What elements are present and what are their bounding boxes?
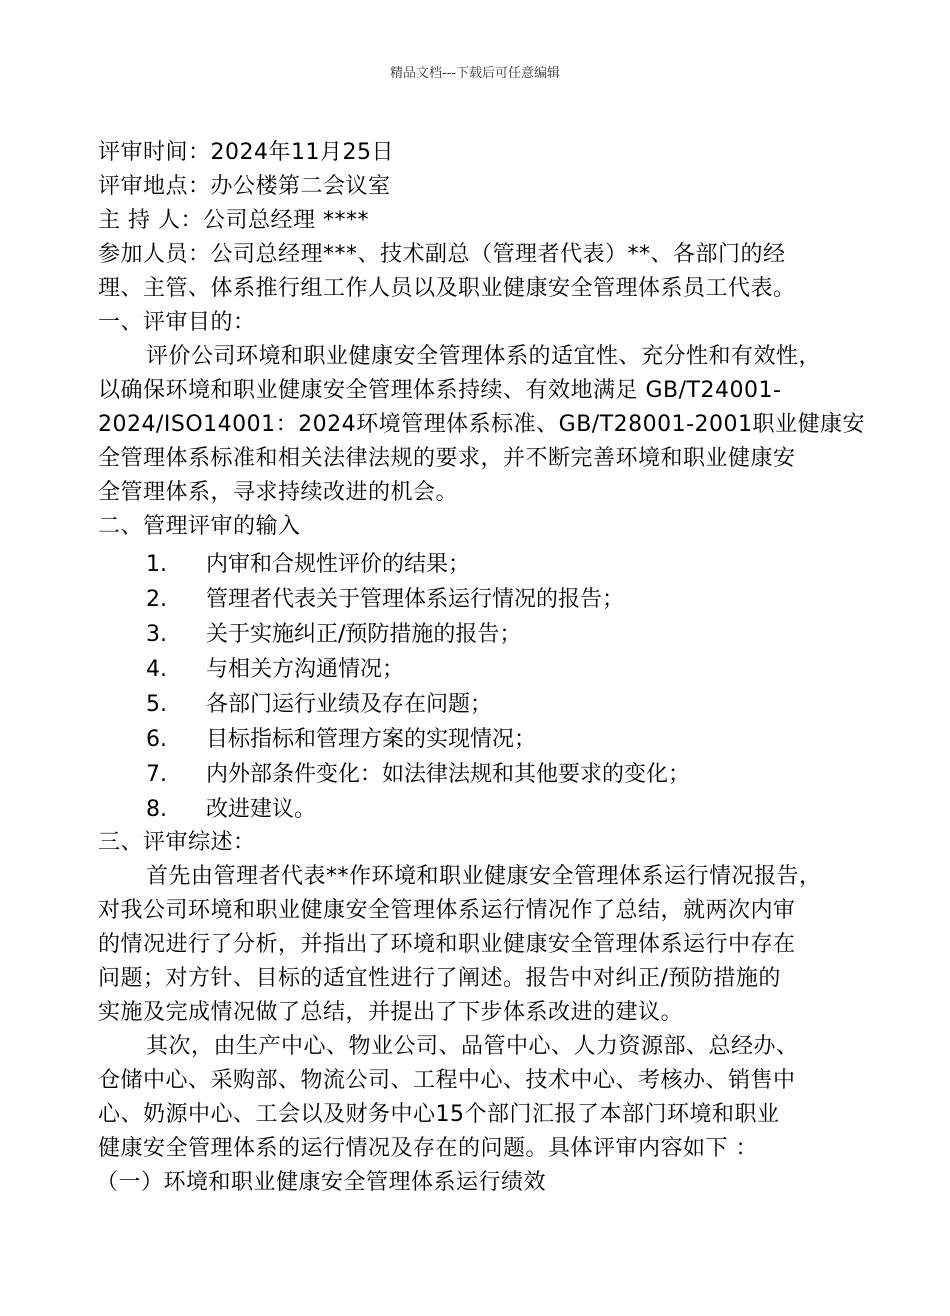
- review-place: 评审地点：办公楼第二会议室: [98, 174, 391, 199]
- input-list-item: 3. 关于实施纠正/预防措施的报告；: [146, 622, 522, 647]
- section3-para-line: 实施及完成情况做了总结，并提出了下步体系改进的建议。: [98, 1000, 684, 1025]
- subsection-title: （一）环境和职业健康安全管理体系运行绩效: [96, 1170, 547, 1195]
- section3-para-line: 心、奶源中心、工会以及财务中心15个部门汇报了本部门环境和职业: [98, 1102, 780, 1127]
- section3-para-line: 的情况进行了分析，并指出了环境和职业健康安全管理体系运行中存在: [98, 932, 796, 957]
- section3-para-line: 问题；对方针、目标的适宜性进行了阐述。报告中对纠正/预防措施的: [98, 966, 781, 991]
- section3-title: 三、评审综述：: [98, 830, 256, 855]
- section1-title: 一、评审目的：: [98, 310, 256, 335]
- section1-para-line: 评价公司环境和职业健康安全管理体系的适宜性、充分性和有效性，: [146, 344, 822, 369]
- review-host: 主 持 人：公司总经理 ****: [98, 208, 369, 233]
- input-list-item: 8. 改进建议。: [146, 797, 317, 822]
- section3-para-line: 其次，由生产中心、物业公司、品管中心、人力资源部、总经办、: [146, 1034, 799, 1059]
- section3-para-line: 首先由管理者代表**作环境和职业健康安全管理体系运行情况报告，: [146, 864, 822, 889]
- input-list-item: 5. 各部门运行业绩及存在问题；: [146, 692, 493, 717]
- section2-title: 二、管理评审的输入: [98, 514, 301, 539]
- section1-para-line: 2024/ISO14001：2024环境管理体系标准、GB/T28001-2001职业健康安: [98, 412, 866, 437]
- section1-para-line: 全管理体系标准和相关法律法规的要求，并不断完善环境和职业健康安: [98, 446, 796, 471]
- section1-para-line: 全管理体系，寻求持续改进的机会。: [98, 480, 459, 505]
- input-list-item: 7. 内外部条件变化：如法律法规和其他要求的变化；: [146, 762, 691, 787]
- section3-para-line: 对我公司环境和职业健康安全管理体系运行情况作了总结，就两次内审: [98, 898, 796, 923]
- input-list-item: 6. 目标指标和管理方案的实现情况；: [146, 727, 537, 752]
- section3-para-line: 仓储中心、采购部、物流公司、工程中心、技术中心、考核办、销售中: [98, 1068, 796, 1093]
- section3-para-line: 健康安全管理体系的运行情况及存在的问题。具体评审内容如下 ：: [98, 1136, 758, 1161]
- input-list-item: 1. 内审和合规性评价的结果；: [146, 552, 471, 577]
- review-time: 评审时间：2024年11月25日: [98, 140, 394, 165]
- page-header: 精品文档---下载后可任意编辑: [389, 66, 561, 81]
- input-list-item: 2. 管理者代表关于管理体系运行情况的报告；: [146, 587, 625, 612]
- participants-line-2: 理、主管、体系推行组工作人员以及职业健康安全管理体系员工代表。: [98, 276, 796, 301]
- section1-para-line: 以确保环境和职业健康安全管理体系持续、有效地满足 GB/T24001-: [98, 378, 782, 403]
- participants-line-1: 参加人员：公司总经理***、技术副总（管理者代表）**、各部门的经: [98, 242, 786, 267]
- input-list-item: 4. 与相关方沟通情况；: [146, 657, 405, 682]
